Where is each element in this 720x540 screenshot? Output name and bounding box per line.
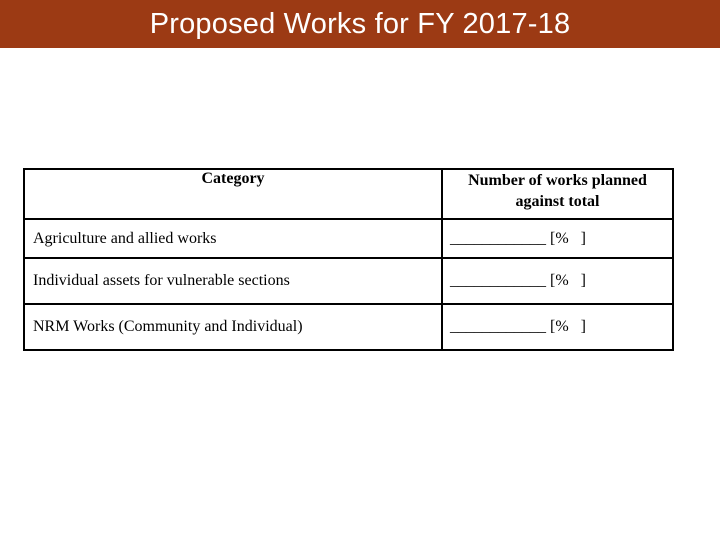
header-number-of-works: Number of works planned against total	[442, 169, 673, 219]
row-value: ____________ [% ]	[442, 219, 673, 258]
table-row	[24, 258, 673, 304]
table-row	[24, 219, 673, 258]
header-category: Category	[24, 169, 442, 219]
slide-title: Proposed Works for FY 2017-18	[149, 7, 571, 40]
row-value: ____________ [% ]	[442, 304, 673, 350]
row-category: NRM Works (Community and Individual)	[24, 304, 442, 350]
title-bar	[0, 0, 720, 48]
row-value: ____________ [% ]	[442, 258, 673, 304]
row-category: Agriculture and allied works	[24, 219, 442, 258]
row-category: Individual assets for vulnerable sections	[24, 258, 442, 304]
table-header-row	[24, 169, 673, 219]
table-row	[24, 304, 673, 350]
works-table	[23, 168, 674, 351]
